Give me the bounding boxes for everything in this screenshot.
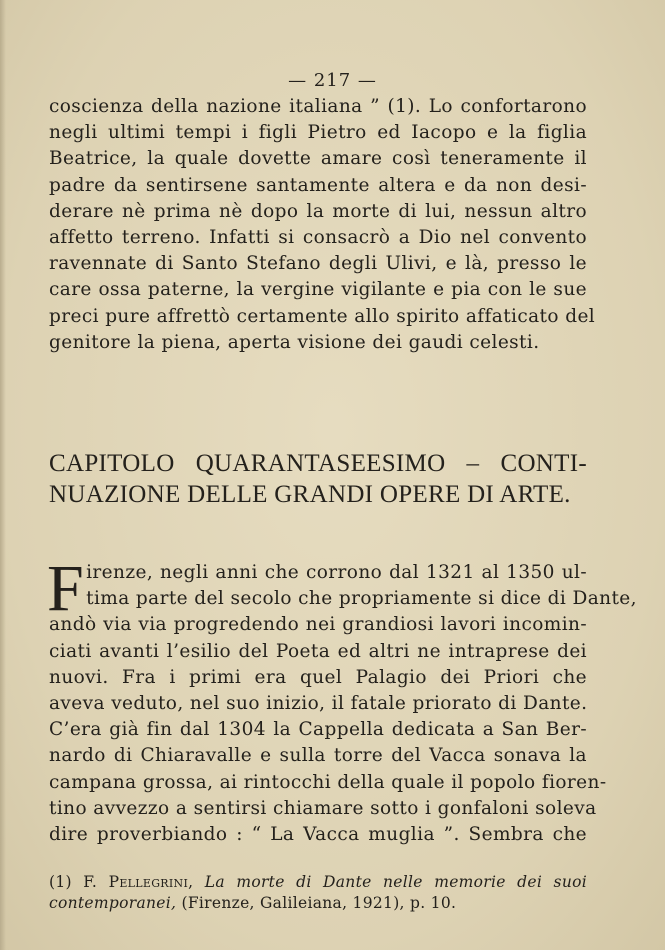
text-line: affetto terreno. Infatti si consacrò a Dio nel convento [49, 227, 587, 249]
footnote [49, 872, 587, 914]
text-line: tima parte del secolo che propriamente si dice di Dante, [86, 588, 637, 610]
chapter-heading-line: CAPITOLO QUARANTASEESIMO – CONTI- [49, 450, 587, 477]
text-line: irenze, negli anni che corrono dal 1321 al 1350 ul- [86, 562, 587, 583]
text-line: C’era già fin dal 1304 la Cappella dedicata a San Ber- [49, 719, 587, 741]
drop-cap: F [47, 552, 85, 625]
text-line: coscienza della nazione italiana ” (1). Lo confortarono [49, 96, 587, 117]
text-line: preci pure affrettò certamente allo spirito affaticato del [49, 305, 596, 327]
page-edge-shadow [0, 0, 6, 950]
text-line: tino avvezzo a sentirsi chiamare sotto i gonfaloni soleva [49, 797, 597, 819]
text-line: nuovi. Fra i primi era quel Palagio dei Priori che [49, 666, 587, 688]
text-line: care ossa paterne, la vergine vigilante e pia con le sue [49, 279, 587, 301]
footnote-line [49, 872, 587, 893]
footnote-publication: (Firenze, Galileiana, 1921), p. 10. [181, 894, 457, 912]
footnote-marker: (1) F. [49, 873, 98, 891]
chapter-first-paragraph [47, 552, 637, 848]
footnote-title: La morte di Dante nelle memorie dei suoi [204, 873, 587, 891]
paragraph-continuation [49, 94, 596, 356]
text-line: dire proverbiando : “ La Vacca muglia ”. Sembra che [49, 824, 587, 846]
text-line: nardo di Chiaravalle e sulla torre del Vacca sonava la [49, 745, 587, 767]
text-line: campana grossa, ai rintocchi della quale il popolo fioren- [49, 771, 607, 793]
footnote-line [49, 893, 587, 914]
text-line: Beatrice, la quale dovette amare così teneramente il [49, 148, 587, 170]
footnote-title-cont: contemporanei, [49, 894, 177, 912]
text-line: ciati avanti l’esilio del Poeta ed altri ne intraprese dei [49, 640, 587, 662]
footnote-author: Pellegrini, [108, 873, 194, 891]
text-line: aveva veduto, nel suo inizio, il fatale priorato di Dante. [49, 693, 588, 715]
text-line: negli ultimi tempi i figli Pietro ed Iacopo e la figlia [49, 122, 587, 144]
text-line: derare nè prima nè dopo la morte di lui, nessun altro [49, 200, 587, 222]
chapter-heading-line: NUAZIONE DELLE GRANDI OPERE DI ARTE. [49, 481, 571, 508]
text-line: genitore la piena, aperta visione dei gaudi celesti. [49, 331, 540, 353]
text-line: andò via via progredendo nei grandiosi lavori incomin- [49, 614, 587, 636]
page-number: — 217 — [288, 70, 377, 91]
chapter-heading [49, 448, 587, 510]
text-line: padre da sentirsene santamente altera e da non desi- [49, 174, 587, 196]
text-line: ravennate di Santo Stefano degli Ulivi, e là, presso le [49, 253, 587, 275]
